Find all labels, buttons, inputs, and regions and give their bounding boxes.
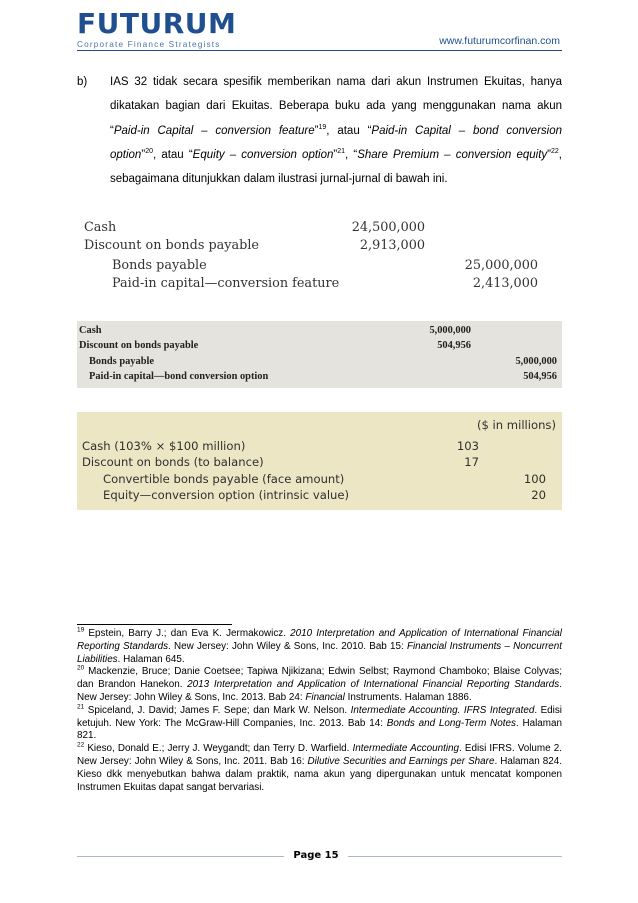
account-name: Discount on bonds payable (79, 340, 199, 351)
footnote-22: $^{22}$ Kieso, Donald E.; Jerry J. Weygandt; dan Terry D. Warfield. Intermediate Accounting. Edisi IFRS. Volume 2. New Jersey: John Wiley & Sons, Inc. 2011. Bab 16: Dilutive Securities and Earnings per Share. Halaman 824. Kieso dkk menyebutkan bahwa dalam praktik, nama akun yang dipergunakan untuk mencatat komponen Instrumen Ekuitas dapat sangat bervariasi. (77, 741, 562, 793)
account-name: Paid-in capital—conversion feature (112, 276, 340, 291)
account-name: Bonds payable (112, 258, 207, 273)
footnote-separator (77, 624, 232, 625)
debit-amount: 5,000,000 (429, 325, 471, 336)
footer-rule-left (77, 856, 284, 857)
credit-amount: 25,000,000 (464, 258, 538, 273)
account-name: Discount on bonds (to balance) (82, 455, 264, 469)
footnote-19: $^{19}$ Epstein, Barry J.; dan Eva K. Jermakowicz. 2010 Interpretation and Application of International Financial Reporting Standards. New Jersey: John Wiley & Sons, Inc. 2010. Bab 15: Financial Instruments – Noncurrent Liabilities. Halaman 645. (77, 626, 562, 665)
credit-amount: 20 (531, 488, 546, 502)
journal-entry-3 (77, 412, 562, 510)
account-name: Discount on bonds payable (84, 238, 260, 253)
journal-entry-2 (77, 321, 562, 388)
debit-amount: 2,913,000 (359, 238, 425, 253)
footnote-ref-21[interactable]: 21 (337, 148, 346, 156)
debit-amount: 24,500,000 (351, 220, 425, 235)
footnote-ref-19[interactable]: 19 (318, 123, 327, 131)
account-name: Cash (103% × $100 million) (82, 439, 246, 453)
credit-amount: 504,956 (523, 371, 557, 382)
footnote-21: $^{21}$ Spiceland, J. David; James F. Sepe; dan Mark W. Nelson. Intermediate Accounting. IFRS Integrated. Edisi ketujuh. New York: The McGraw-Hill Companies, Inc. 2013. Bab 14: Bonds and Long-Term Notes. Halaman 821. (77, 703, 563, 742)
account-name: Cash (84, 220, 117, 235)
footnote-20: $^{20}$ Mackenzie, Bruce; Danie Coetsee; Tapiwa Njikizana; Edwin Selbst; Raymond Chamboko; Blaise Colyvas; dan Brandon Hanekon. 2013 Interpretation and Application of International Financial Reporting Standards. New Jersey: John Wiley & Sons, Inc. 2013. Bab 24: Financial Instruments. Halaman 1886. (77, 665, 562, 703)
logo-wordmark: FUTURUM (77, 7, 237, 40)
account-name: Equity—conversion option (intrinsic value) (103, 488, 350, 502)
account-name: Paid-in capital—bond conversion option (89, 371, 269, 382)
body-paragraph: IAS 32 tidak secara spesifik memberikan nama dari akun Instrumen Ekuitas, hanya dikatakan bagian dari Ekuitas. Beberapa buku ada yang menggunakan nama akun “Paid-in Capital – conversion feature”$^{19}$, atau “Paid-in Capital – bond conversion option”$^{20}$, atau “Equity – conversion option”$^{21}$, “Share Premium – conversion equity”$^{22}$, sebagaimana ditunjukkan dalam ilustrasi jurnal-jurnal di bawah ini. (110, 76, 562, 186)
account-name: Cash (79, 325, 102, 336)
credit-amount: 2,413,000 (472, 276, 538, 291)
debit-amount: 17 (464, 455, 479, 469)
footnotes (77, 628, 562, 794)
footnote-ref-22[interactable]: 22 (551, 148, 559, 156)
credit-amount: 5,000,000 (515, 356, 557, 367)
debit-amount: 504,956 (437, 340, 471, 351)
account-name: Convertible bonds payable (face amount) (103, 472, 345, 486)
item-label: b) (77, 76, 88, 88)
credit-amount: 100 (523, 472, 546, 486)
debit-amount: 103 (456, 439, 479, 453)
futurum-logo (77, 7, 237, 49)
account-name: Bonds payable (89, 356, 154, 367)
footer-rule-right (348, 856, 562, 857)
page-number: Page 15 (293, 850, 339, 861)
header-divider (77, 50, 562, 51)
journal-entry-1 (82, 214, 562, 298)
footnote-ref-20[interactable]: 20 (145, 148, 153, 156)
unit-label: ($ in millions) (476, 418, 556, 432)
website-link[interactable]: www.futurumcorfinan.com (439, 35, 560, 47)
logo-tagline: Corporate Finance Strategists (77, 40, 221, 49)
